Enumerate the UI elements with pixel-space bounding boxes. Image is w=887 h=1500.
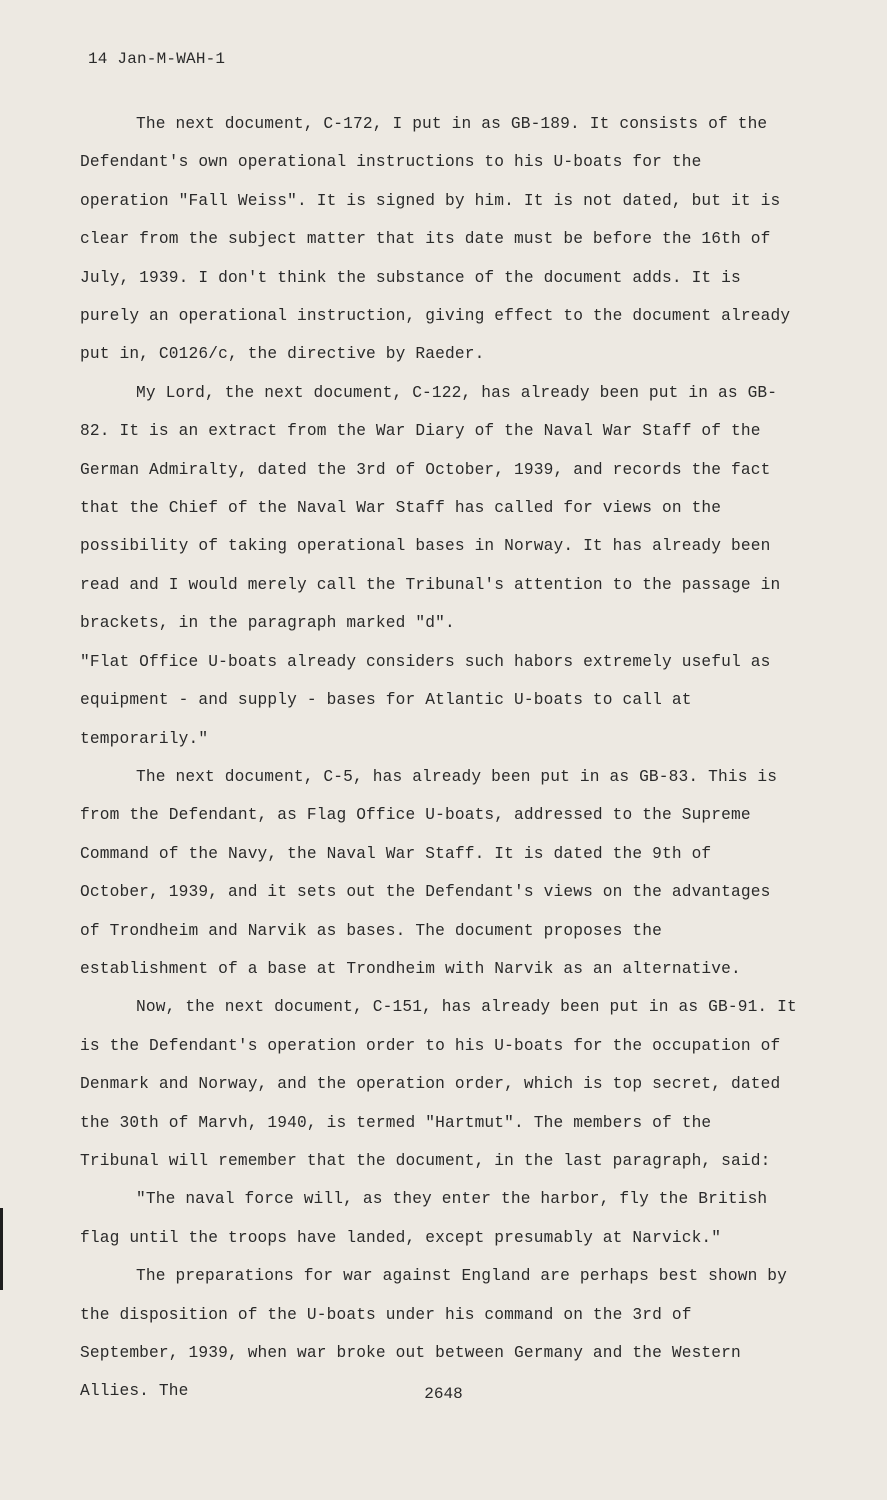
paragraph-c5: The next document, C-5, has already been put in as GB-83. This is from the Defendant, as Flag Office U-boats, addressed to the Supreme Command of the Navy, the Naval War Staff. It is dated the 9th of October, 1939, and it sets out the Defendant's views on the advantages of Trondheim and Narvik as bases. The document proposes the establishment of a base at Trondheim with Narvik as an alternative. [80, 767, 778, 978]
page-number: 2648 [424, 1385, 463, 1403]
quote-flag-office: "Flat Office U-boats already considers such habors extremely useful as equipment - and supply - bases for Atlantic U-boats to call at temporarily." [80, 652, 771, 748]
body-text [80, 105, 800, 1411]
edge-mark [0, 1208, 3, 1290]
paragraph-c151: Now, the next document, C-151, has already been put in as GB-91. It is the Defendant's operation order to his U-boats for the occupation of Denmark and Norway, and the operation order, which is top secret, dated the 30th of Marvh, 1940, is termed "Hartmut". The members of the Tribunal will remember that the document, in the last paragraph, said: [80, 998, 797, 1170]
quote-naval-force: "The naval force will, as they enter the harbor, fly the British flag until the troops have landed, except presumably at Narvick." [80, 1190, 768, 1247]
paragraph-preparations: The preparations for war against England are perhaps best shown by the disposition of the U-boats under his command on the 3rd of September, 1939, when war broke out between Germany and the Western Allies. The [80, 1267, 788, 1401]
paragraph-c122: My Lord, the next document, C-122, has already been put in as GB-82. It is an extract from the War Diary of the Naval War Staff of the German Admiralty, dated the 3rd of October, 1939, and records the fact that the Chief of the Naval War Staff has called for views on the possibility of taking operational bases in Norway. It has already been read and I would merely call the Tribunal's attention to the passage in brackets, in the paragraph marked "d". [80, 383, 781, 633]
page-header: 14 Jan-M-WAH-1 [88, 50, 226, 68]
paragraph-c172: The next document, C-172, I put in as GB-189. It consists of the Defendant's own operational instructions to his U-boats for the operation "Fall Weiss". It is signed by him. It is not dated, but it is clear from the subject matter that its date must be before the 16th of July, 1939. I don't think the substance of the document adds. It is purely an operational instruction, giving effect to the document already put in, C0126/c, the directive by Raeder. [80, 115, 791, 364]
